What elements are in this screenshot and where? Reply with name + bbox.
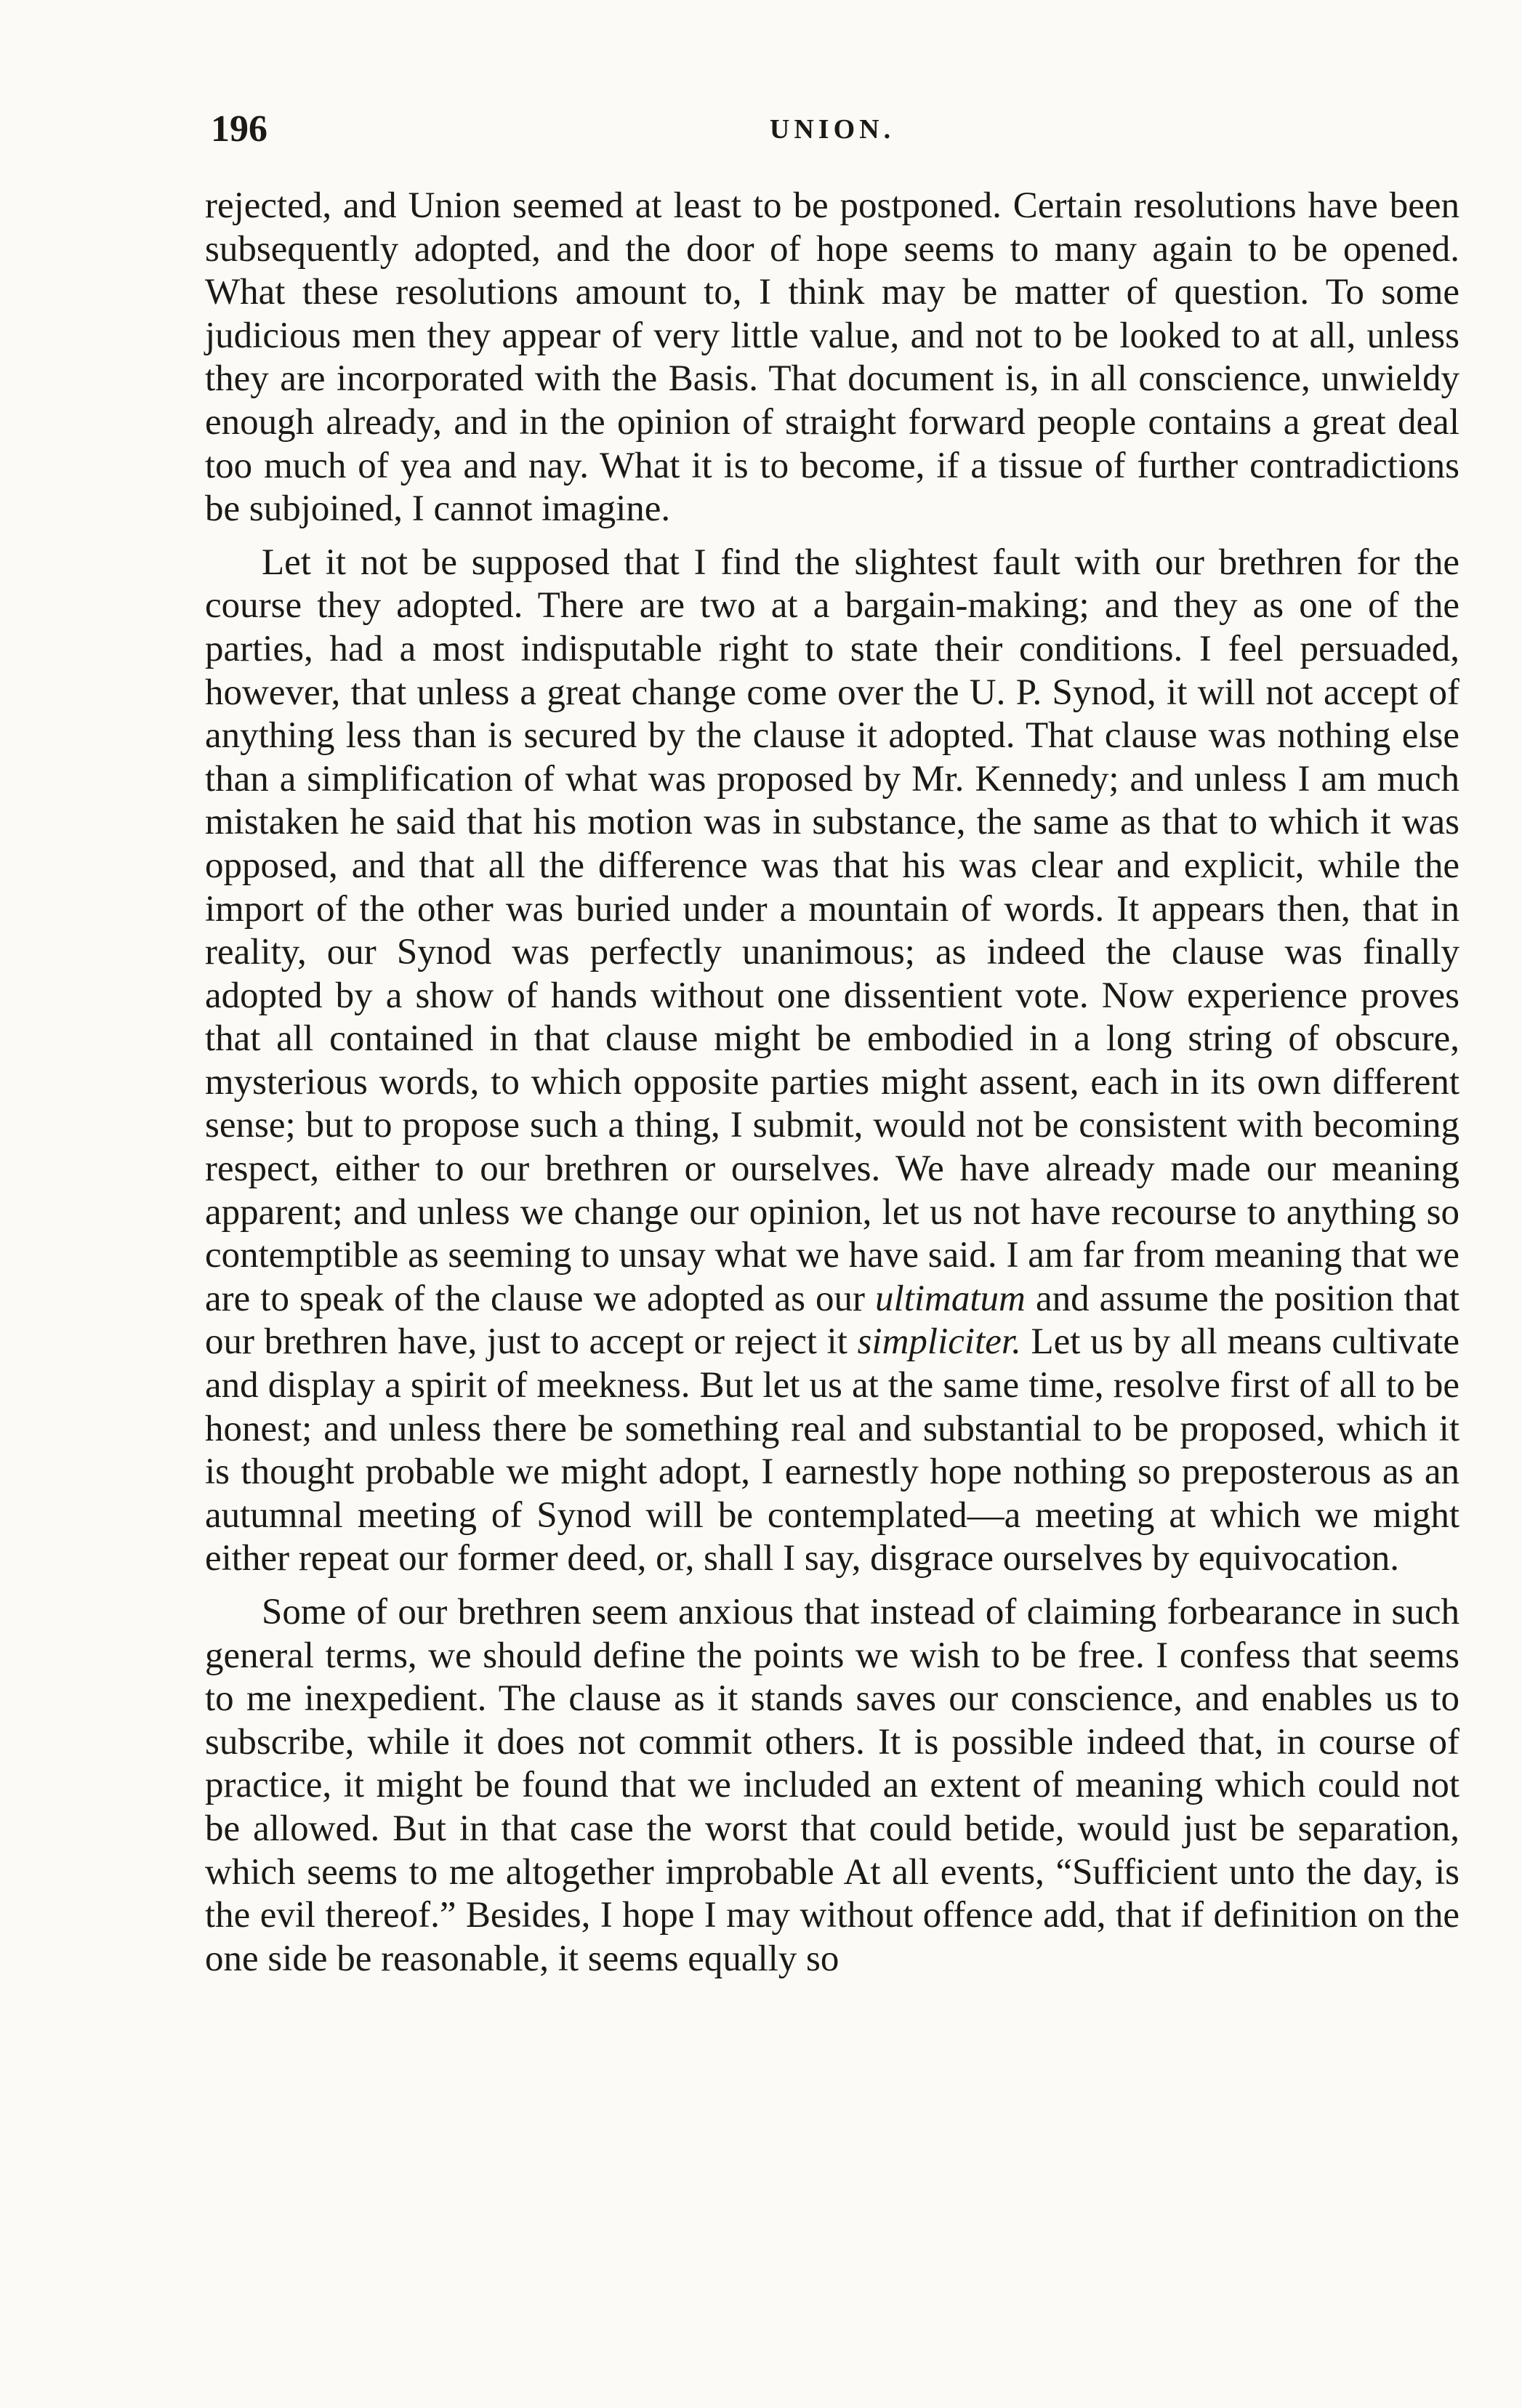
paragraph-2-text-cont: and assume the position that our brethren have, just to accept or reject it [205,1278,1460,1363]
paragraph-2-text: Let it not be supposed that I find the slightest fault with our brethren for the course they adopted. There are two at a bargain-making; and they as one of the parties, had a most indisputable right to state their conditions. I feel persuaded, however, that unless a great change come over the U. P. Synod, it will not accept of anything less than is secured by the clause it adopted. That clause was nothing else than a simplification of what was proposed by Mr. Kennedy; and unless I am much mistaken he said that his motion was in substance, the same as that to which it was opposed, and that all the difference was that his was clear and explicit, while the import of the other was buried under a mountain of words. It appears then, that in reality, our Synod was perfectly unanimous; as indeed the clause was finally adopted by a show of hands without one dissentient vote. Now experience proves that all contained in that clause might be embodied in a long string of obscure, mysterious words, to which opposite parties might assent, each in its own different sense; but to propose such a thing, I submit, would not be consistent with becoming respect, either to our brethren or ourselves. We have already made our meaning apparent; and unless we change our opinion, let us not have recourse to anything so contemptible as seeming to unsay what we have said. I am far from meaning that we are to speak of the clause we adopted as our [205,541,1459,1319]
page-number: 196 [211,108,267,150]
paragraph-1: rejected, and Union seemed at least to be postponed. Certain resolutions have been subsequently adopted, and the door of hope seems to many again to be opened. What these resolutions amount to, I think may be matter of question. To some judicious men they appear of very little value, and not to be looked to at all, unless they are incorporated with the Basis. That document is, in all conscience, unwieldy enough already, and in the opinion of straight forward people contains a great deal too much of yea and nay. What it is to become, if a tissue of further contradictions be subjoined, I cannot imagine. [205,185,1459,530]
paragraph-3: Some of our brethren seem anxious that instead of claiming forbearance in such general terms, we should define the points we wish to be free. I confess that seems to me inexpedient. The clause as it stands saves our conscience, and enables us to subscribe, while it does not commit others. It is possible indeed that, in course of practice, it might be found that we included an extent of meaning which could not be allowed. But in that case the worst that could betide, would just be separation, which seems to me altogether improbable At all events, “Sufficient unto the day, is the evil thereof.” Besides, I hope I may without offence add, that if definition on the one side be reasonable, it seems equally so [205,1592,1459,1979]
paragraph-2 [205,541,1459,1581]
page-header [211,108,1454,166]
running-head: UNION. [769,114,895,145]
italic-simpliciter: simpliciter. [857,1321,1021,1363]
page-body [205,185,1459,1981]
italic-ultimatum: ultimatum [875,1278,1026,1319]
paragraph-2-text-end: Let us by all means cultivate and display a spirit of meekness. But let us at the same time, resolve first of all to be honest; and unless there be something real and substantial to be proposed, which it is thought probable we might adopt, I earnestly hope nothing so preposterous as an autumnal meeting of Synod will be contemplated—a meeting at which we might either repeat our former deed, or, shall I say, disgrace ourselves by equivocation. [205,1321,1460,1579]
